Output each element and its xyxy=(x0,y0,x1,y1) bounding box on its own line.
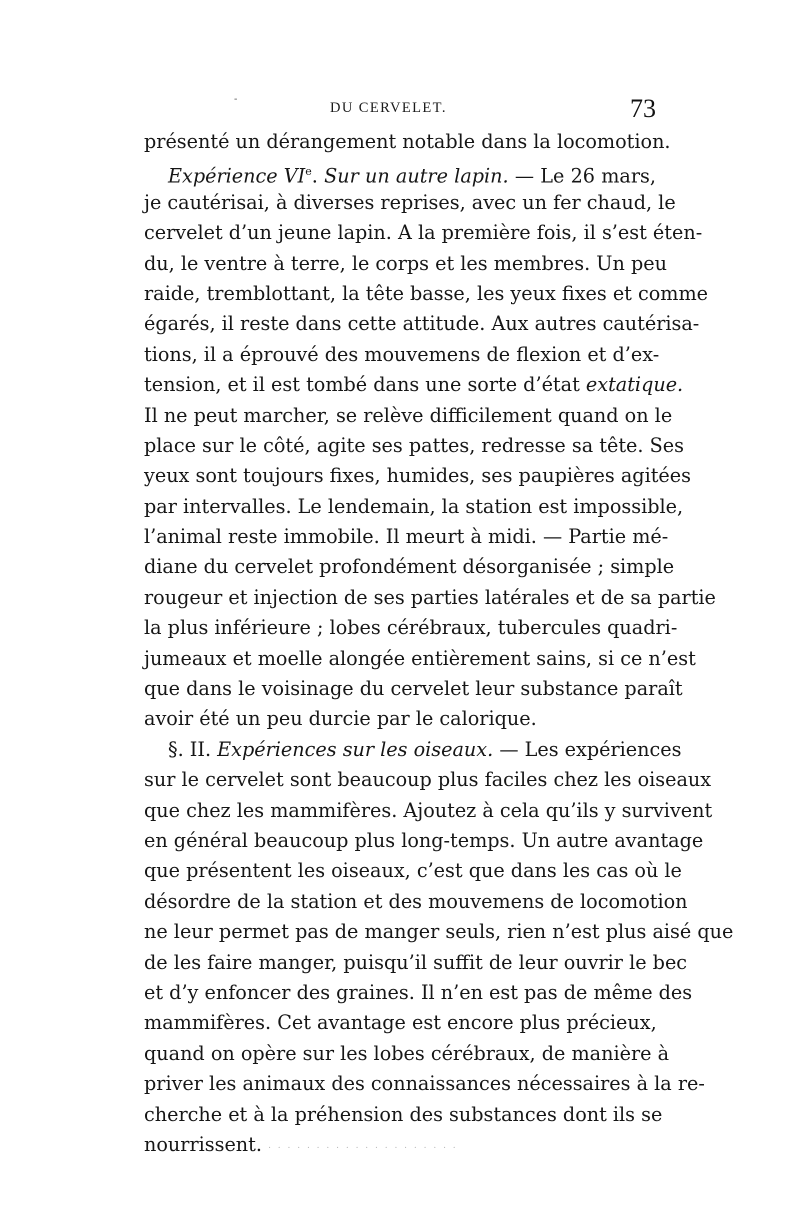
ordinal-superscript: e xyxy=(305,165,312,179)
text-line: avoir été un peu durcie par le calorique. xyxy=(144,707,537,731)
text-line: de les faire manger, puisqu’il suffit de leur ouvrir le bec xyxy=(144,950,688,974)
experiment-date: — Le 26 mars, xyxy=(508,164,656,188)
text-line: Il ne peut marcher, se relève difficilement quand on le xyxy=(144,403,673,427)
text-line: quand on opère sur les lobes cérébraux, de manière à xyxy=(144,1041,670,1065)
text-line xyxy=(144,1130,656,1160)
experiment-subject: Sur un autre lapin. xyxy=(324,164,509,188)
text-line xyxy=(144,370,684,400)
text-fragment: tension, et il est tombé dans une sorte d’état xyxy=(144,373,586,397)
section-number: §. II. xyxy=(168,737,218,761)
body-text xyxy=(144,127,734,1160)
text-line: du, le ventre à terre, le corps et les membres. Un peu xyxy=(144,251,667,275)
text-line: égarés, il reste dans cette attitude. Aux autres cautérisa- xyxy=(144,312,700,336)
experiment-heading-line xyxy=(144,157,656,187)
page-number: 73 xyxy=(630,94,656,123)
text-line: cervelet d’un jeune lapin. A la première fois, il s’est éten- xyxy=(144,221,703,245)
text-line: et d’y enfoncer des graines. Il n’en est pas de même des xyxy=(144,980,693,1004)
text-line: raide, tremblottant, la tête basse, les yeux fixes et comme xyxy=(144,281,709,305)
text-line: jumeaux et moelle alongée entièrement sains, si ce n’est xyxy=(144,646,696,670)
text-line: présenté un dérangement notable dans la locomotion. xyxy=(144,130,671,153)
text-fragment: nourrissent. xyxy=(144,1132,262,1156)
running-head xyxy=(138,92,664,130)
text-line: en général beaucoup plus long-temps. Un autre avantage xyxy=(144,828,704,852)
text-line: rougeur et injection de ses parties latérales et de sa partie xyxy=(144,585,716,609)
text-line: désordre de la station et des mouvemens de locomotion xyxy=(144,889,688,913)
text-line: ne leur permet pas de manger seuls, rien n’est plus aisé que xyxy=(144,920,734,944)
text-line: place sur le côté, agite ses pattes, redresse sa tête. Ses xyxy=(144,433,684,457)
text-line: que dans le voisinage du cervelet leur substance paraît xyxy=(144,677,683,701)
bleed-through-marks: . . . . . . . . . . . . . . . . . . . . xyxy=(268,1140,458,1151)
text-line: que présentent les oiseaux, c’est que dans les cas où le xyxy=(144,859,682,883)
text-line: diane du cervelet profondément désorganisée ; simple xyxy=(144,555,675,579)
text-line: je cautérisai, à diverses reprises, avec un fer chaud, le xyxy=(144,190,676,214)
running-title: DU CERVELET. xyxy=(330,100,447,116)
text-line: sur le cervelet sont beaucoup plus faciles chez les oiseaux xyxy=(144,768,712,792)
section-title: Expériences sur les oiseaux. xyxy=(217,737,494,761)
text-line: tions, il a éprouvé des mouvemens de flexion et d’ex- xyxy=(144,342,660,366)
text-fragment: — Les expériences xyxy=(493,737,682,761)
text-line: priver les animaux des connaissances nécessaires à la re- xyxy=(144,1072,705,1096)
text-line: cherche et à la préhension des substances dont ils se xyxy=(144,1102,663,1126)
text-line: par intervalles. Le lendemain, la station est impossible, xyxy=(144,494,684,518)
separator: . xyxy=(311,164,325,188)
experiment-title: Expérience VI xyxy=(168,164,306,188)
text-line: l’animal reste immobile. Il meurt à midi. — Partie mé- xyxy=(144,525,669,549)
text-line: la plus inférieure ; lobes cérébraux, tubercules quadri- xyxy=(144,616,678,640)
text-line: que chez les mammifères. Ajoutez à cela qu’ils y survivent xyxy=(144,798,713,822)
section-heading-line xyxy=(144,735,682,765)
emphasis-extatique: extatique. xyxy=(585,373,684,397)
text-line: mammifères. Cet avantage est encore plus précieux, xyxy=(144,1011,657,1035)
stray-mark: - xyxy=(234,94,238,105)
text-line: yeux sont toujours fixes, humides, ses paupières agitées xyxy=(144,464,691,488)
